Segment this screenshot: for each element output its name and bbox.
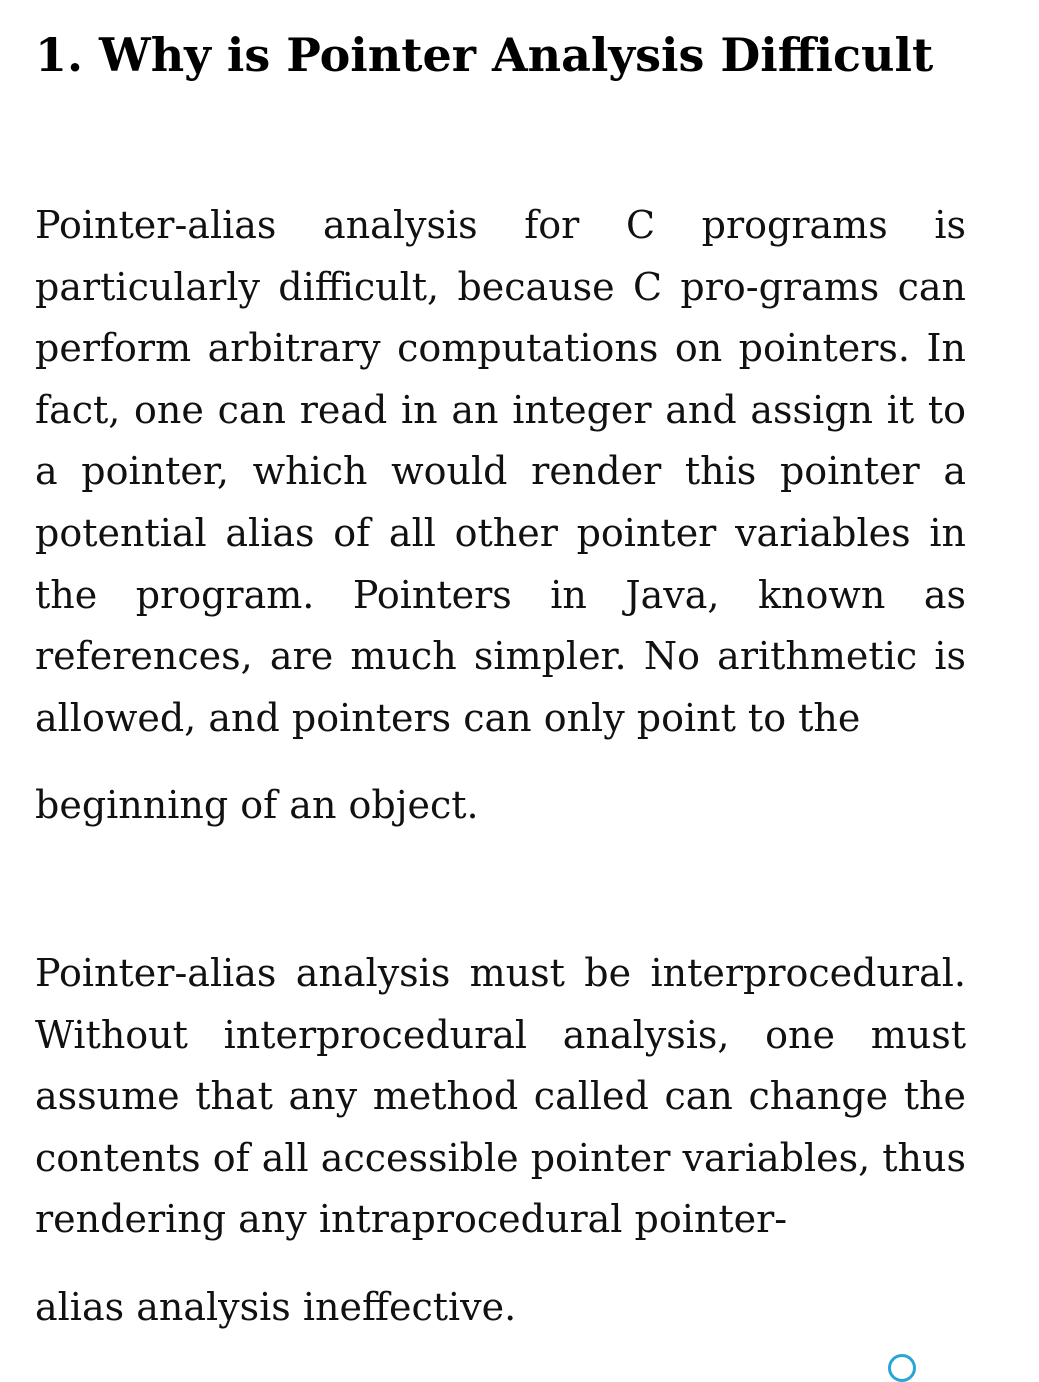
loading-indicator-icon	[888, 1354, 916, 1382]
paragraph-1-body: Pointer-alias analysis for C programs is particularly difficult, because C pro-grams can perform arbitrary computations on pointers. In fact, one can read in an integer and assign it to a pointer, which would render this pointer a potential alias of all other pointer variables in the program. Pointers in Java, known as references, are much simpler. No arithmetic is allowed, and pointers can only point to the	[35, 203, 966, 740]
paragraph-1-last-line: beginning of an object.	[35, 783, 479, 827]
paragraph-2-last-line: alias analysis ineffective.	[35, 1285, 517, 1329]
section-title: 1. Why is Pointer Analysis Difficult	[35, 28, 934, 82]
paragraph-2-body: Pointer-alias analysis must be interprocedural. Without interprocedural analysis, one must assume that any method called can change the contents of all accessible pointer variables, thus rendering any intraprocedural pointer-	[35, 951, 966, 1242]
